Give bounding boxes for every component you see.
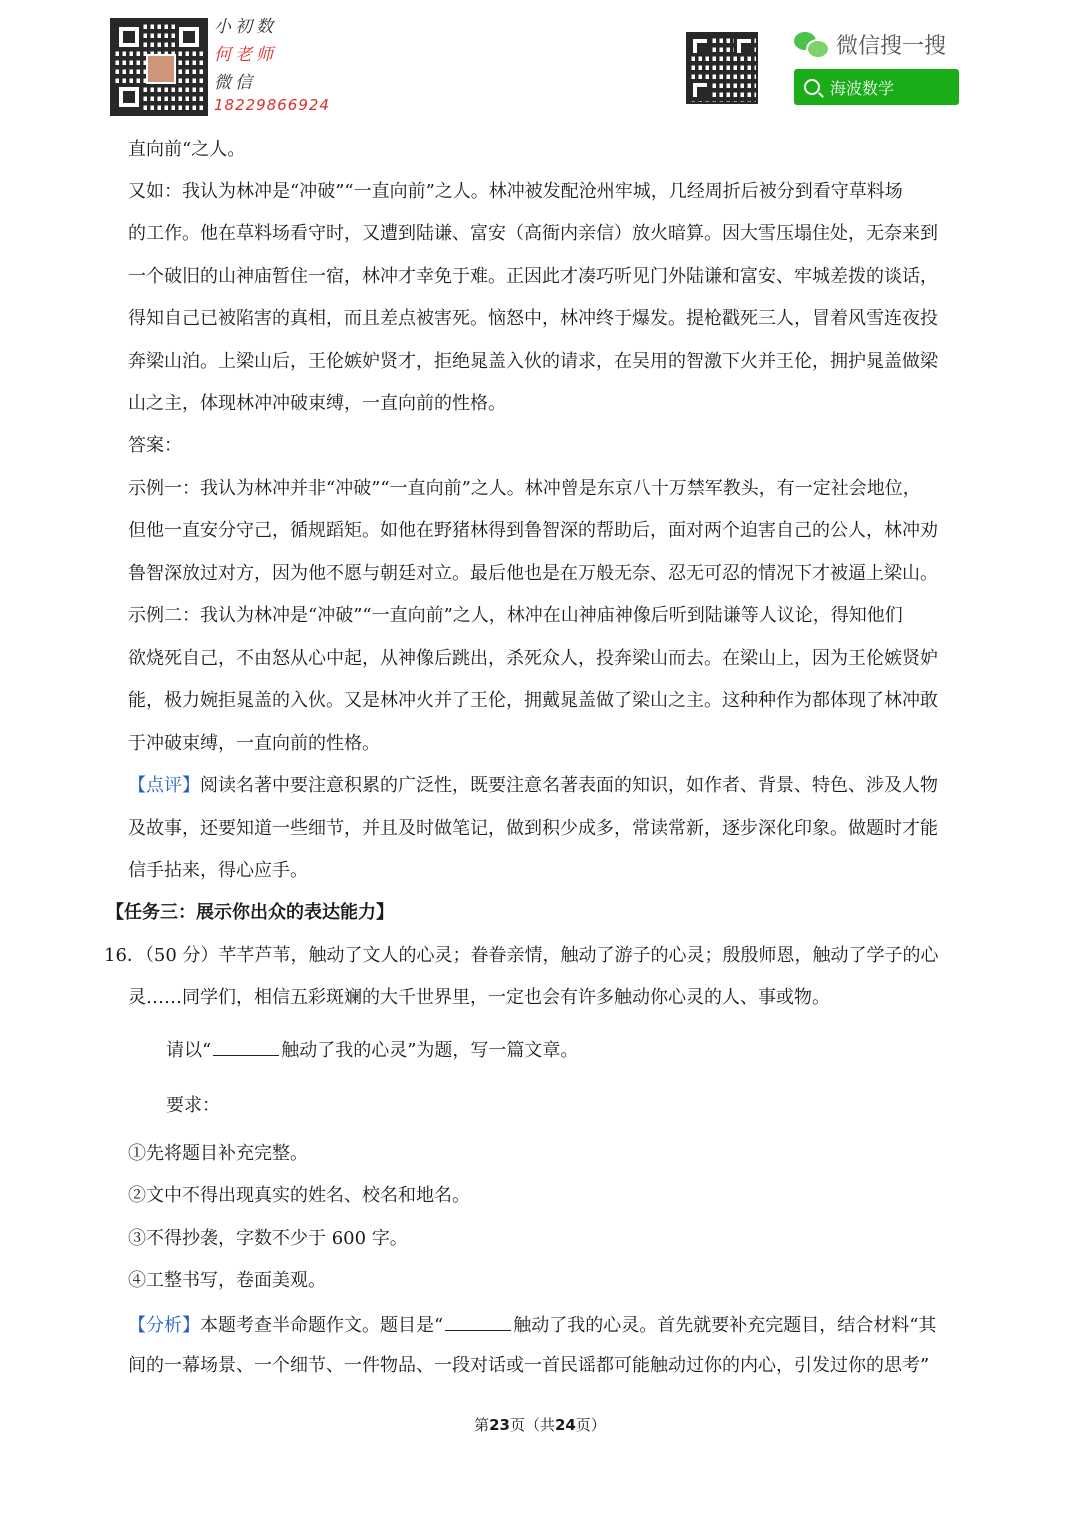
title-blank — [213, 1037, 279, 1056]
analysis-blank — [445, 1312, 511, 1331]
qr-finder — [175, 23, 203, 51]
total-pages: 24 — [555, 1416, 576, 1434]
prompt-before: 请以“ — [166, 1040, 212, 1061]
analysis-text-after: 触动了我的心灵。首先就要补充完题目，结合材料“其 — [513, 1315, 937, 1336]
answer-label: 答案： — [128, 435, 182, 456]
comment-line-1 — [128, 774, 980, 798]
qr-finder — [690, 36, 710, 56]
requirement-item: ①先将题目补充完整。 — [128, 1143, 308, 1164]
analysis-line-2: 间的一幕场景、一个细节、一件物品、一段对话或一首民谣都可能触动过你的内心，引发过你的思考” — [128, 1355, 930, 1376]
comment-line-2: 及故事，还要知道一些细节，并且及时做笔记，做到积少成多，常读常新，逐步深化印象。做题时才能 — [128, 818, 938, 839]
page-footer — [0, 1414, 1080, 1435]
text-line: 示例二：我认为林冲是“冲破”“一直向前”之人，林冲在山神庙神像后听到陆谦等人议论，得知他们 — [128, 605, 903, 626]
handwritten-note-3: 微信 — [214, 73, 256, 93]
text-line: 欲烧死自己，不由怒从心中起，从神像后跳出，杀死众人，投奔梁山而去。在梁山上，因为王伦嫉贤妒 — [128, 648, 938, 669]
text-line: 又如：我认为林冲是“冲破”“一直向前”之人。林冲被发配沧州牢城，几经周折后被分到看守草料场 — [128, 181, 903, 202]
requirement-item: ②文中不得出现真实的姓名、校名和地名。 — [128, 1185, 470, 1206]
page-number: 23 — [489, 1416, 510, 1434]
text-line: 山之主，体现林冲冲破束缚，一直向前的性格。 — [128, 393, 506, 414]
analysis-line-1 — [128, 1312, 980, 1338]
requirements-title: 要求： — [166, 1095, 220, 1116]
avatar — [146, 54, 176, 84]
qr-code-right — [686, 32, 758, 104]
text-line: 鲁智深放过对方，因为他不愿与朝廷对立。最后他也是在万般无奈、忍无可忍的情况下才被逼上梁山。 — [128, 563, 938, 584]
footer-middle: 页（共 — [509, 1416, 555, 1434]
question-16-line-1: 16．（50 分）芊芊芦苇，触动了文人的心灵；眷眷亲情，触动了游子的心灵；殷殷师恩，触动了学子的心 — [104, 945, 939, 966]
text-line: 于冲破束缚，一直向前的性格。 — [128, 733, 380, 754]
wechat-search-label — [794, 26, 946, 62]
text-line: 能，极力婉拒晁盖的入伙。又是林冲火并了王伦，拥戴晁盖做了梁山之主。这种种作为都体现了林冲敢 — [128, 690, 938, 711]
handwritten-note-2: 何老师 — [214, 45, 277, 65]
comment-line-3: 信手拈来，得心应手。 — [128, 860, 308, 881]
comment-tag: 【点评】 — [128, 775, 200, 796]
essay-prompt — [166, 1037, 1018, 1063]
question-16-line-2: 灵……同学们，相信五彩斑斓的大千世界里，一定也会有许多触动你心灵的人、事或物。 — [128, 987, 830, 1008]
qr-finder — [734, 36, 754, 56]
comment-text: 阅读名著中要注意积累的广泛性，既要注意名著表面的知识，如作者、背景、特色、涉及人物 — [200, 775, 938, 796]
wechat-icon — [794, 30, 828, 58]
qr-finder — [115, 83, 143, 111]
task3-heading: 【任务三：展示你出众的表达能力】 — [106, 902, 394, 923]
handwritten-note-1: 小初数 — [214, 17, 277, 37]
wechat-search-button[interactable] — [794, 69, 959, 105]
wechat-search-text: 微信搜一搜 — [836, 33, 947, 59]
text-line: 得知自己已被陷害的真相，而且差点被害死。恼怒中，林冲终于爆发。提枪戳死三人，冒着风雪连夜投 — [128, 308, 938, 329]
footer-suffix: 页） — [575, 1416, 606, 1434]
qr-finder — [115, 23, 143, 51]
text-line: 但他一直安分守己，循规蹈矩。如他在野猪林得到鲁智深的帮助后，面对两个迫害自己的公人，林冲劝 — [128, 520, 938, 541]
text-line: 一个破旧的山神庙暂住一宿，林冲才幸免于难。正因此才凑巧听见门外陆谦和富安、牢城差拨的谈话， — [128, 266, 938, 287]
text-line: 直向前“之人。 — [128, 139, 246, 160]
search-icon — [804, 79, 820, 95]
requirement-item: ③不得抄袭，字数不少于 600 字。 — [128, 1228, 408, 1249]
analysis-text-before: 本题考查半命题作文。题目是“ — [200, 1315, 444, 1336]
text-line: 奔梁山泊。上梁山后，王伦嫉妒贤才，拒绝晁盖入伙的请求，在吴用的智激下火并王伦，拥护晁盖做梁 — [128, 351, 938, 372]
requirement-item: ④工整书写，卷面美观。 — [128, 1270, 326, 1291]
qr-code-left — [110, 18, 208, 116]
footer-prefix: 第 — [474, 1416, 490, 1434]
text-line: 的工作。他在草料场看守时，又遭到陆谦、富安（高衙内亲信）放火暗算。因大雪压塌住处，无奈来到 — [128, 223, 938, 244]
prompt-after: 触动了我的心灵”为题，写一篇文章。 — [281, 1040, 579, 1061]
handwritten-phone: 18229866924 — [214, 96, 330, 114]
text-line: 示例一：我认为林冲并非“冲破”“一直向前”之人。林冲曾是东京八十万禁军教头，有一定社会地位， — [128, 478, 921, 499]
analysis-tag: 【分析】 — [128, 1315, 200, 1336]
qr-finder — [690, 80, 710, 100]
search-button-label: 海波数学 — [830, 78, 895, 98]
